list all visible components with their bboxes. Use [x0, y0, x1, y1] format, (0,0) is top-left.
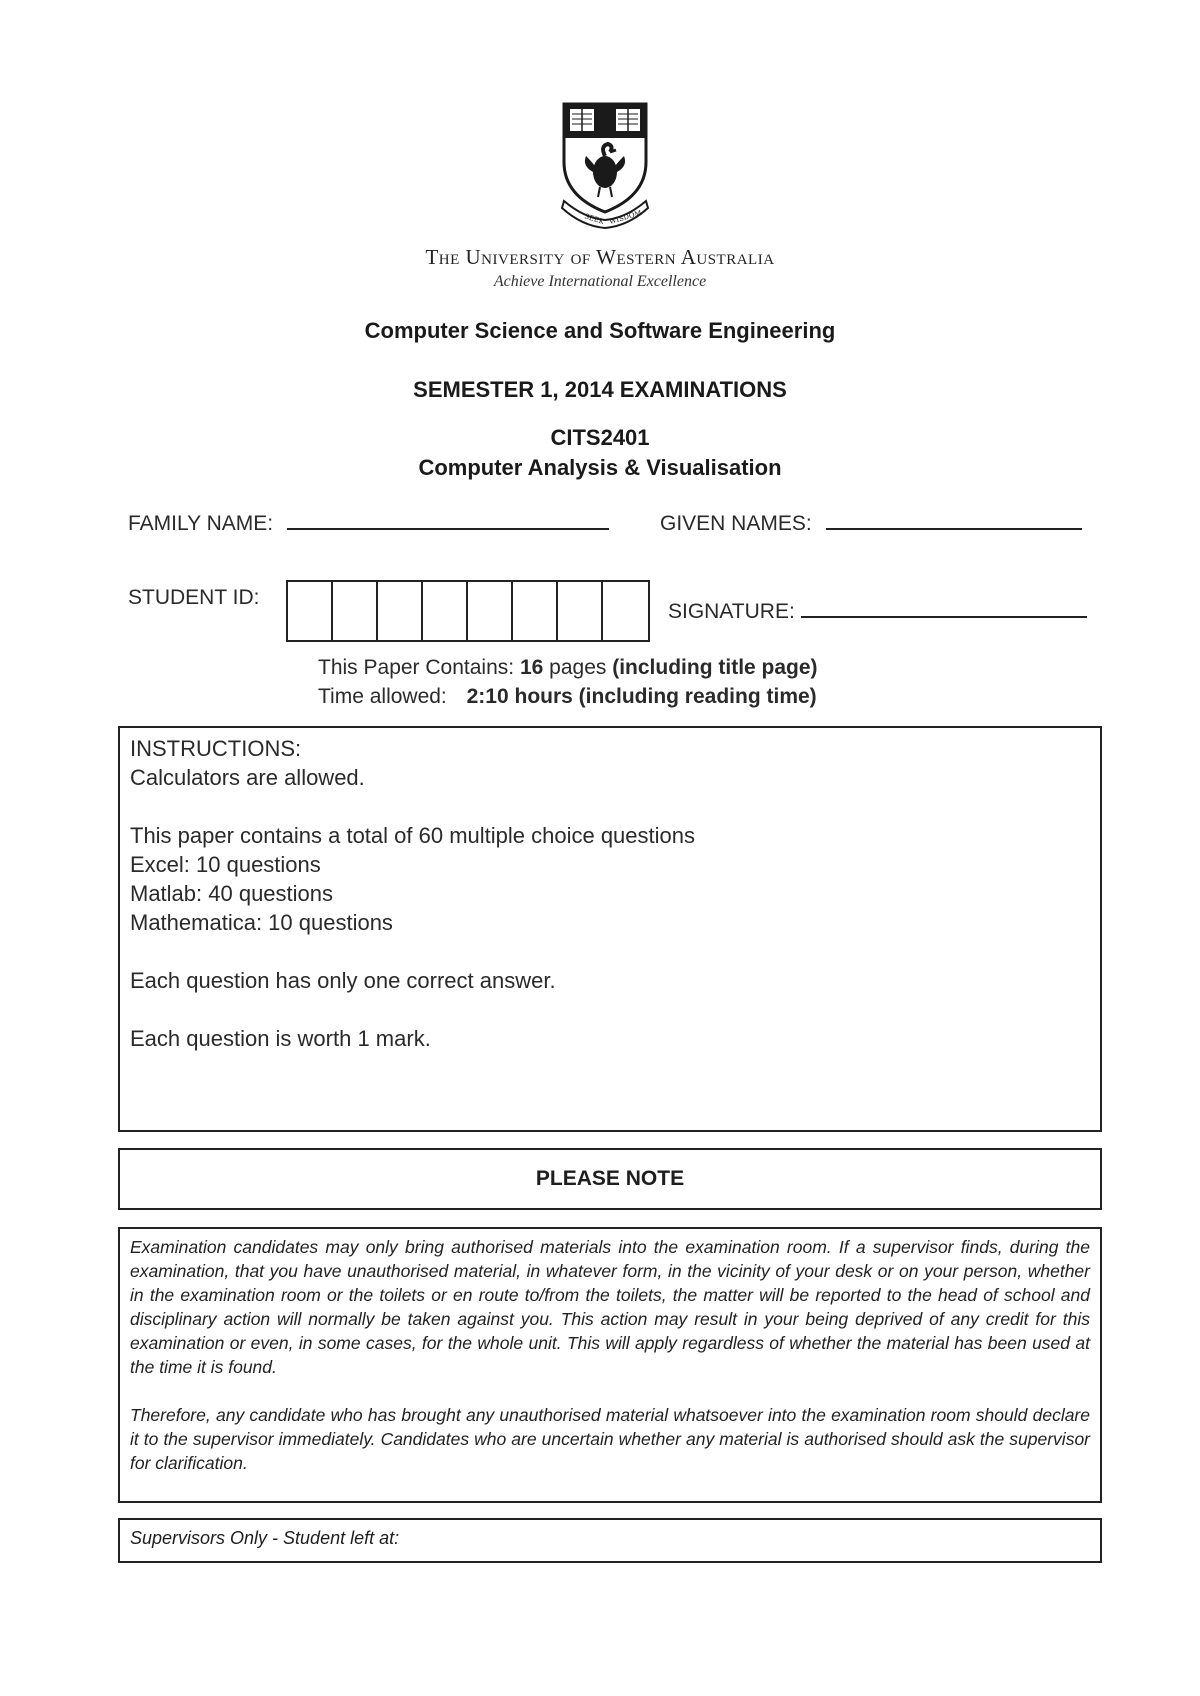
- student-id-cell[interactable]: [288, 582, 333, 640]
- student-id-cell[interactable]: [603, 582, 648, 640]
- paper-pages-line: [318, 656, 818, 680]
- instruction-worth: Each question is worth 1 mark.: [130, 1026, 431, 1051]
- svg-text:SEEK: SEEK: [583, 212, 606, 227]
- time-label: Time allowed:: [318, 685, 447, 708]
- school-name: Computer Science and Software Engineering: [364, 318, 836, 343]
- signature-field[interactable]: [801, 598, 1087, 618]
- pages-word: pages: [549, 656, 607, 679]
- given-names-field[interactable]: [826, 510, 1082, 530]
- instruction-calculators: Calculators are allowed.: [130, 765, 365, 790]
- please-note-title: PLEASE NOTE: [535, 1167, 685, 1190]
- student-id-cell[interactable]: [513, 582, 558, 640]
- given-names-label: GIVEN NAMES:: [660, 512, 812, 535]
- student-id-cell[interactable]: [333, 582, 378, 640]
- please-note-text-box: [118, 1227, 1102, 1503]
- instruction-matlab: Matlab: 40 questions: [130, 881, 334, 906]
- instructions-heading: INSTRUCTIONS:: [130, 736, 302, 761]
- signature-row: [668, 598, 1087, 624]
- time-allowed-line: [318, 685, 817, 709]
- please-note-paragraph-2: Therefore, any candidate who has brought any unauthorised material whatsoever into the examination room should declare it to the supervisor immediately. Candidates who are uncertain whether any material is authorised should ask the supervisor for clarification.: [130, 1405, 1090, 1473]
- supervisors-label: Supervisors Only - Student left at:: [130, 1528, 400, 1548]
- please-note-box: [118, 1148, 1102, 1210]
- student-id-cell[interactable]: [423, 582, 468, 640]
- given-names-row: [660, 510, 1082, 536]
- unit-name: Computer Analysis & Visualisation: [418, 455, 782, 480]
- pages-note: (including title page): [612, 656, 818, 679]
- family-name-row: [128, 510, 609, 536]
- student-id-label: STUDENT ID:: [128, 586, 260, 609]
- instruction-mathematica: Mathematica: 10 questions: [130, 910, 393, 935]
- student-id-grid[interactable]: [286, 580, 650, 642]
- supervisors-box: [118, 1518, 1102, 1563]
- semester-title: SEMESTER 1, 2014 EXAMINATIONS: [413, 377, 787, 402]
- family-name-label: FAMILY NAME:: [128, 512, 274, 535]
- instruction-excel: Excel: 10 questions: [130, 852, 321, 877]
- signature-label: SIGNATURE:: [668, 600, 795, 623]
- instruction-one-answer: Each question has only one correct answer.: [130, 968, 556, 993]
- family-name-field[interactable]: [287, 510, 609, 530]
- university-crest-icon: [560, 100, 650, 230]
- university-name: The University of Western Australia: [425, 245, 775, 269]
- university-motto: Achieve International Excellence: [493, 273, 707, 290]
- instruction-total: This paper contains a total of 60 multiple choice questions: [130, 823, 695, 848]
- please-note-paragraph-1: Examination candidates may only bring authorised materials into the examination room. If a supervisor finds, during the examination, that you have unauthorised material, in whatever form, in the vicinity of your desk or on your person, whether in the examination room or the toilets or en route to/from the toilets, the matter will be reported to the head of school and disciplinary action will normally be taken against you. This action may result in your being deprived of any credit for this examination or even, in some cases, for the whole unit. This will apply regardless of whether the material has been used at the time it is found.: [130, 1237, 1090, 1377]
- instructions-box: [118, 726, 1102, 1132]
- university-crest: [560, 100, 650, 230]
- pages-count: 16: [519, 656, 544, 679]
- student-id-cell[interactable]: [558, 582, 603, 640]
- student-id-cell[interactable]: [468, 582, 513, 640]
- pages-prefix: This Paper Contains:: [318, 656, 515, 679]
- unit-code: CITS2401: [550, 425, 650, 450]
- time-value: 2:10 hours (including reading time): [466, 685, 817, 708]
- svg-text:WISDOM: WISDOM: [608, 209, 643, 226]
- student-id-cell[interactable]: [378, 582, 423, 640]
